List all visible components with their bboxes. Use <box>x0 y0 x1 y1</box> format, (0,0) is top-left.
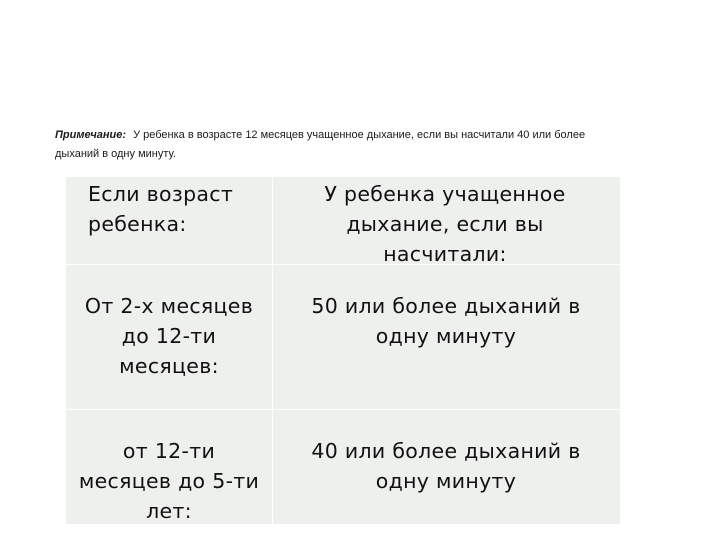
note-text: У ребенка в возрасте 12 месяцев учащенное дыхание, если вы насчитали 40 или более дыханий в одну минуту. <box>55 129 586 160</box>
header-age-cell: Если возраст ребенка: <box>88 182 234 236</box>
table-row <box>66 265 620 410</box>
breathing-rate-table <box>66 177 620 524</box>
header-rate-cell: У ребенка учащенное дыхание, если вы насчитали: <box>324 182 566 266</box>
table-header-row <box>66 177 620 265</box>
age-cell: От 2-х месяцев до 12-ти месяцев: <box>84 294 254 378</box>
note-paragraph <box>55 126 615 164</box>
rate-cell: 50 или более дыханий в одну минуту <box>311 294 581 348</box>
rate-cell: 40 или более дыханий в одну минуту <box>311 439 581 493</box>
age-cell: от 12-ти месяцев до 5-ти лет: <box>78 439 260 523</box>
note-label: Примечание: <box>55 129 127 141</box>
table-row <box>66 410 620 524</box>
